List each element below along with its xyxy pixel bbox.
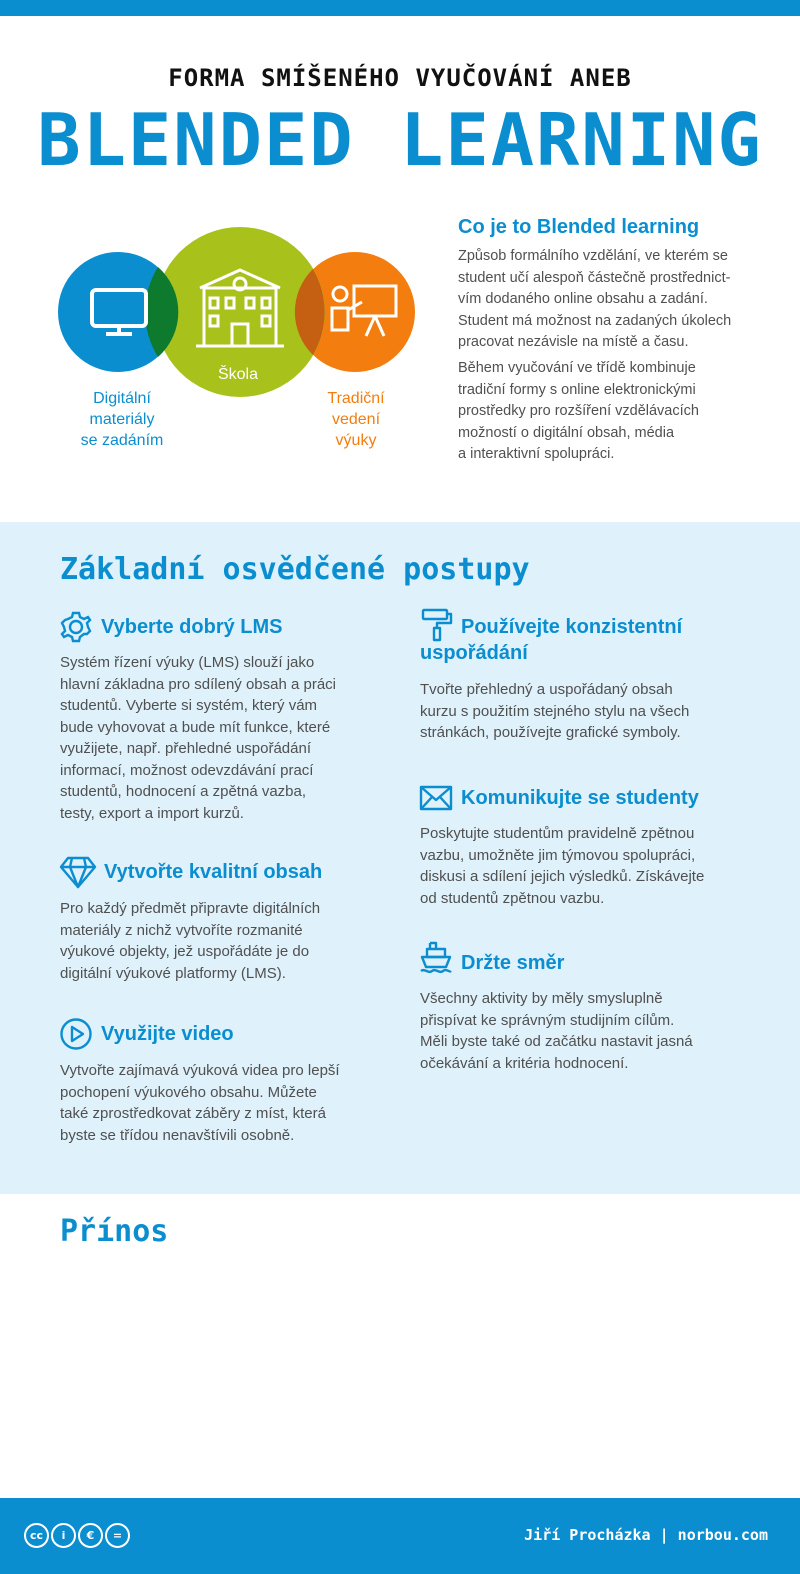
practice-title-lms: Vyberte dobrý LMS <box>101 616 283 638</box>
intro-paragraph-1: Způsob formálního vzdělání, ve kterém se student učí alespoň částečně prostřednict- vím dodaného online obsahu a zadání. Student má možnost na zadaných úkolech pracovat nezávisle na místě a času. <box>458 248 732 350</box>
play-icon <box>59 1017 93 1051</box>
practice-title-content: Vytvořte kvalitní obsah <box>104 861 323 883</box>
practice-text-communicate: Poskytujte studentům pravidelně zpětnou vazbu, umožněte jim týmovou spolupráci, diskusi a sdílení jejich výsledků. Získávejte od studentů zpětnou vazbu. <box>420 825 705 907</box>
practice-text-layout: Tvořte přehledný a uspořádaný obsah kurzu s použitím stejného stylu na všech stránkách, používejte grafické symboly. <box>420 681 690 741</box>
venn-label-traditional: Tradiční vedení výuky <box>327 390 385 449</box>
ship-icon <box>419 940 453 974</box>
nc-eu-icon: € <box>78 1523 103 1548</box>
diamond-icon <box>59 855 97 889</box>
practice-text-lms: Systém řízení výuky (LMS) slouží jako hlavní základna pro sdílený obsah a práci studentů. Vyberte si systém, který vám bude vyhovovat a bude mít funkce, které využijete, např. přehledné uspořádání informací, možnost odevzdávání prací studentů, hodnocení a zpětná vazba, testy, export a import kurzů. <box>60 654 337 822</box>
practice-title-layout: Používejte konzistentní uspořádání <box>420 616 683 664</box>
benefits-heading: Přínos <box>60 1214 169 1249</box>
intro-paragraph-2: Během vyučování ve třídě kombinuje tradiční formy s online elektronickými prostředky pro rozšíření vzdělávacích možností o digitální obsah, média a interaktivní spolupráci. <box>458 360 699 462</box>
practice-text-content: Pro každý předmět připravte digitálních materiály z nichž vytvoříte rozmanité výukové objekty, jež uspořádáte je do digitální výukové platformy (LMS). <box>60 900 321 982</box>
by-icon: i <box>51 1523 76 1548</box>
page-subtitle: FORMA SMÍŠENÉHO VYUČOVÁNÍ ANEB <box>168 64 632 92</box>
page-title: BLENDED LEARNING <box>37 98 763 182</box>
practices-heading: Základní osvědčené postupy <box>60 552 530 587</box>
license-badges <box>24 1523 130 1549</box>
practice-title-video: Využijte video <box>101 1023 234 1045</box>
cc-icon: cc <box>24 1523 49 1548</box>
practice-title-communicate: Komunikujte se studenty <box>461 787 699 809</box>
top-bar <box>0 0 800 16</box>
gear-icon <box>59 610 93 644</box>
intro-heading: Co je to Blended learning <box>458 216 700 238</box>
venn-label-school: Škola <box>217 366 259 383</box>
practice-text-video: Vytvořte zajímavá výuková videa pro lepší pochopení výukového obsahu. Můžete také zprostředkovat záběry z míst, která byste se třídou nenavštívili osobně. <box>60 1062 340 1144</box>
nd-icon: = <box>105 1523 130 1548</box>
venn-label-digital: Digitální materiály se zadáním <box>80 390 164 449</box>
practice-title-direction: Držte směr <box>461 952 565 974</box>
envelope-icon <box>419 781 453 815</box>
practice-text-direction: Všechny aktivity by měly smysluplně přispívat ke správným studijním cílům. Měli byste také od začátku nastavit jasná očekávání a kritéria hodnocení. <box>420 990 693 1072</box>
author-credit: Jiří Procházka | norbou.com <box>524 1526 768 1544</box>
word-cloud <box>0 1194 800 1500</box>
